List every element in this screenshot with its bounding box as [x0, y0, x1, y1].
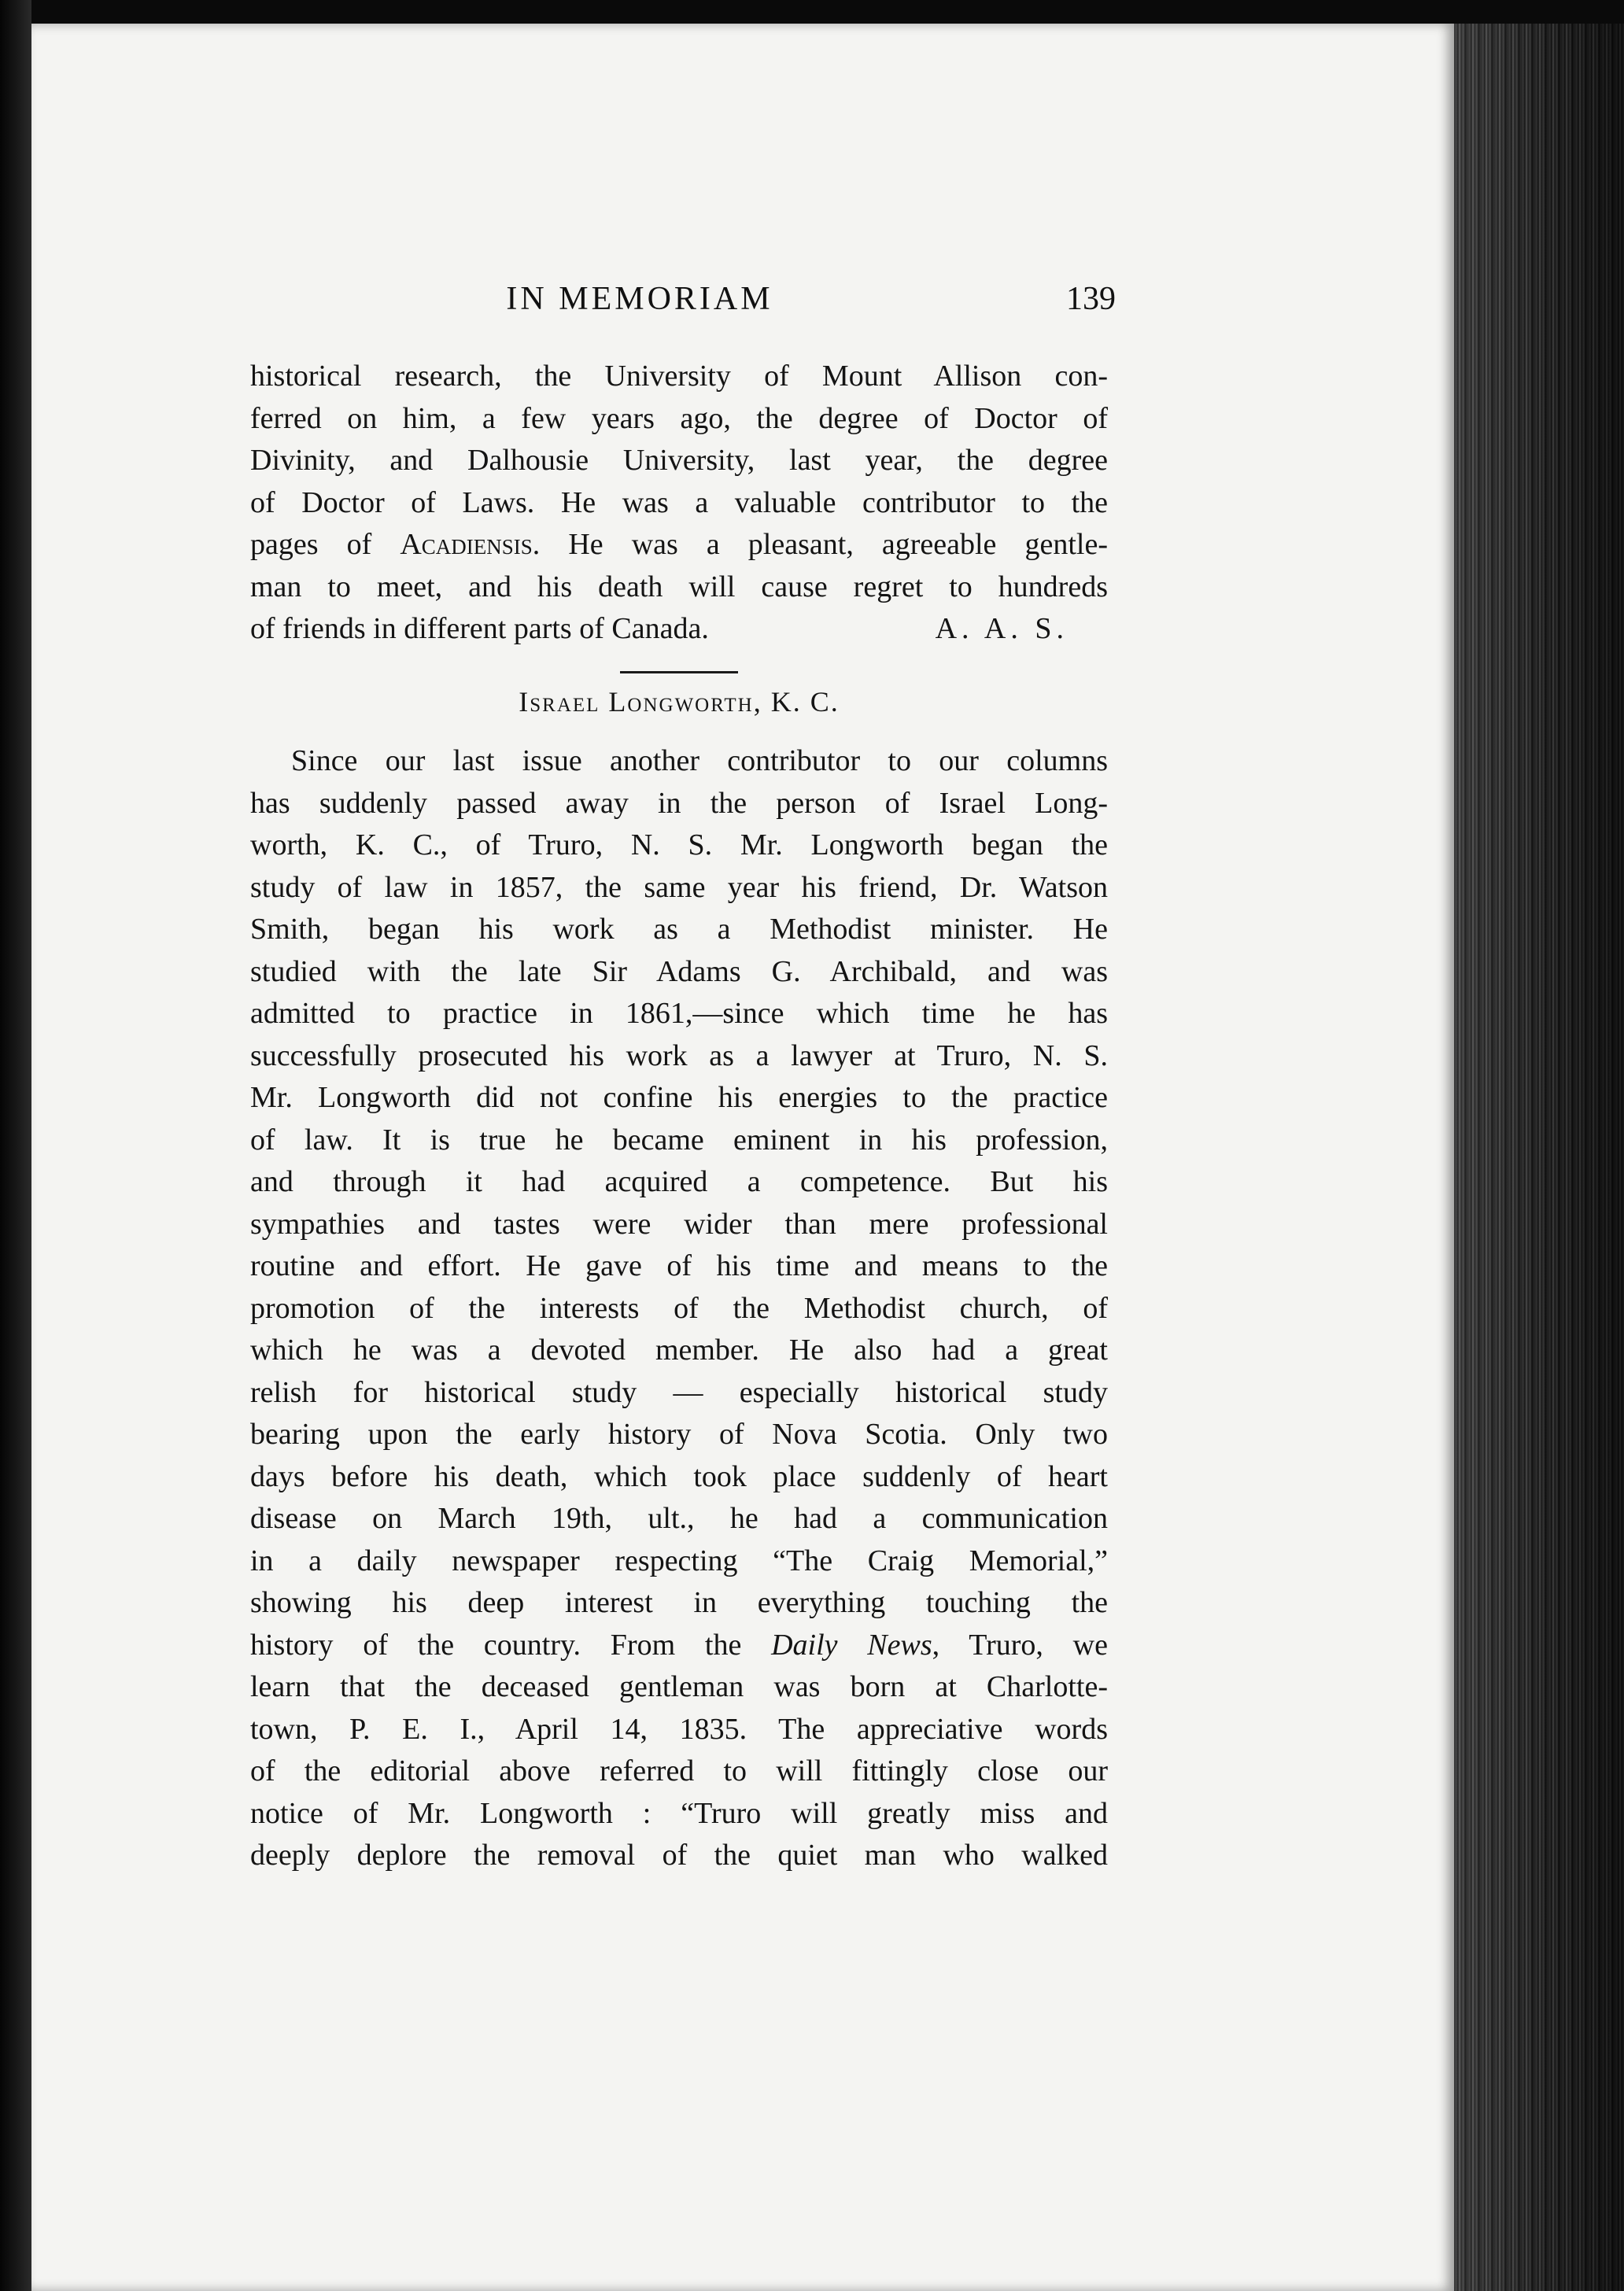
journal-name: Acadiensis — [400, 528, 533, 561]
text-line: historical research, the University of Mount Allison con- — [250, 360, 1108, 393]
text-line: man to meet, and his death will cause regret to hundreds — [250, 570, 1108, 603]
text-line: deeply deplore the removal of the quiet man who walked — [250, 1839, 1108, 1872]
text-line: pages of Acadiensis. He was a pleasant, agreeable gentle- — [250, 528, 1108, 561]
text-line: Divinity, and Dalhousie University, last year, the degree — [250, 444, 1108, 477]
text-column — [250, 356, 1108, 1877]
scan-top-border — [0, 0, 1624, 24]
text-line: worth, K. C., of Truro, N. S. Mr. Longworth began the — [250, 828, 1108, 861]
text-line: Since our last issue another contributor to our columns — [291, 744, 1108, 777]
article-longworth — [250, 740, 1108, 1877]
text-line: Smith, began his work as a Methodist minister. He — [250, 913, 1108, 946]
text-line: of the editorial above referred to will fittingly close our — [250, 1754, 1108, 1787]
section-divider — [620, 671, 738, 673]
text-line: and through it had acquired a competence. But his — [250, 1165, 1108, 1198]
text-line: admitted to practice in 1861,—since which time he has — [250, 997, 1108, 1030]
scan-left-border — [0, 0, 31, 2291]
text-line: which he was a devoted member. He also had a great — [250, 1334, 1108, 1367]
text-line: history of the country. From the Daily News, Truro, we — [250, 1628, 1108, 1662]
text-line: bearing upon the early history of Nova Scotia. Only two — [250, 1418, 1108, 1451]
text-line: promotion of the interests of the Methodist church, of — [250, 1291, 1108, 1325]
running-head: IN MEMORIAM — [506, 281, 773, 317]
text-line: showing his deep interest in everything touching the — [250, 1586, 1108, 1619]
text-line: study of law in 1857, the same year his friend, Dr. Watson — [250, 870, 1108, 904]
text-line: successfully prosecuted his work as a lawyer at Truro, N. S. — [250, 1039, 1108, 1072]
text-line: of law. It is true he became eminent in his profession, — [250, 1123, 1108, 1157]
text-line: relish for historical study — especially historical study — [250, 1375, 1108, 1409]
text-line: sympathies and tastes were wider than mere professional — [250, 1207, 1108, 1241]
text-line: studied with the late Sir Adams G. Archibald, and was — [250, 954, 1108, 988]
text-line: ferred on him, a few years ago, the degree of Doctor of — [250, 401, 1108, 435]
text-line: disease on March 19th, ult., he had a communication — [250, 1502, 1108, 1535]
text-line: in a daily newspaper respecting “The Craig Memorial,” — [250, 1544, 1108, 1577]
article-previous-continuation — [250, 356, 1108, 651]
author-signature: A. A. S. — [935, 612, 1069, 645]
text-line: notice of Mr. Longworth : “Truro will greatly miss and — [250, 1796, 1108, 1830]
text-line: has suddenly passed away in the person of Israel Long- — [250, 786, 1108, 820]
text-line: routine and effort. He gave of his time and means to the — [250, 1249, 1108, 1282]
newspaper-name: Daily News — [771, 1628, 932, 1662]
text-line: of Doctor of Laws. He was a valuable contributor to the — [250, 485, 1108, 519]
text-line: town, P. E. I., April 14, 1835. The appreciative words — [250, 1712, 1108, 1746]
text-line: learn that the deceased gentleman was born at Charlotte- — [250, 1670, 1108, 1703]
text-line: Mr. Longworth did not confine his energies to the practice — [250, 1081, 1108, 1114]
page-number: 139 — [1066, 281, 1116, 317]
closing-line — [250, 608, 1108, 651]
text-line: of friends in different parts of Canada. — [250, 612, 709, 645]
section-title: Israel Longworth, K. C. — [519, 685, 840, 718]
page-header — [250, 280, 1116, 327]
text-line: days before his death, which took place suddenly of heart — [250, 1459, 1108, 1493]
book-fore-edge — [1454, 24, 1624, 2291]
